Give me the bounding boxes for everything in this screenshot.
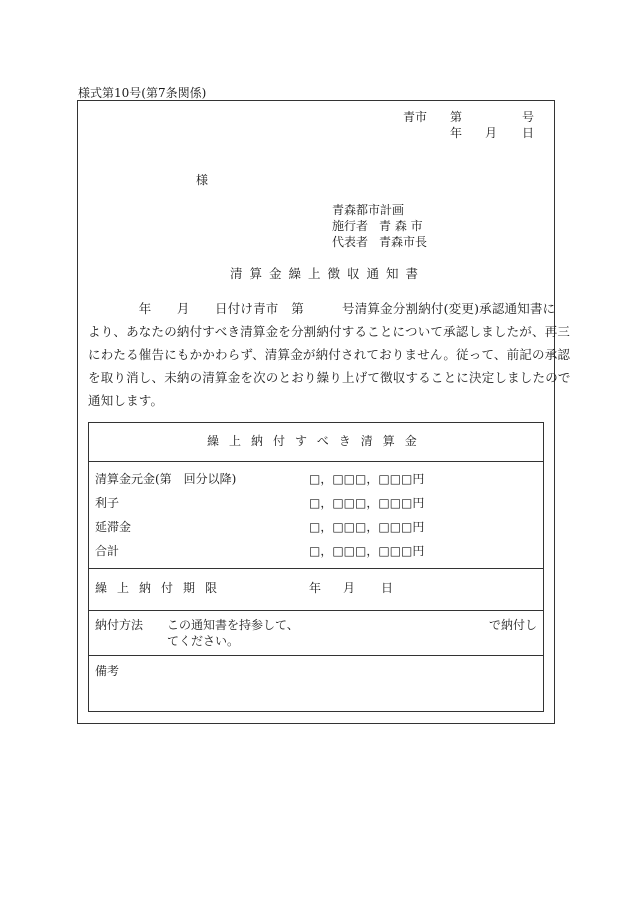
row-interest-amount: □，□□□，□□□円 — [309, 496, 425, 510]
header-go: 号 — [522, 110, 535, 124]
row-latefee-amount: □，□□□，□□□円 — [309, 520, 425, 534]
header-city: 青市 — [403, 110, 428, 124]
remarks-label: 備考 — [95, 664, 120, 678]
body-line: 通知します。 — [88, 393, 164, 408]
body-line: を取り消し、未納の清算金を次のとおり繰り上げて徴収することに決定しましたので — [88, 370, 571, 385]
issuer-line3-value: 青森市長 — [379, 235, 428, 249]
payment-method-text: この通知書を持参して、 — [167, 618, 299, 632]
issuer-line1: 青森都市計画 — [332, 203, 405, 217]
body-line: 年 月 日付け青市 第 号清算金分割納付(変更)承認通知書に — [88, 301, 556, 316]
deadline-label: 繰上納付期限 — [95, 581, 228, 595]
table-header: 繰上納付すべき清算金 — [207, 434, 427, 448]
document-title: 清算金繰上徴収通知書 — [230, 266, 426, 281]
row-total-amount: □，□□□，□□□円 — [309, 544, 425, 558]
deadline-year: 年 — [309, 581, 322, 595]
row-latefee-label: 延滞金 — [95, 520, 132, 534]
body-line: にわたる催告にもかかわらず、清算金が納付されておりません。従って、前記の承認 — [88, 347, 571, 362]
header-day: 日 — [522, 126, 535, 140]
issuer-line2-label: 施行者 — [332, 219, 369, 233]
payment-method-text2: てください。 — [167, 634, 240, 648]
body-line: より、あなたの納付すべき清算金を分割納付することについて承認しましたが、再三 — [88, 324, 571, 339]
row-principal-label: 清算金元金(第 回分以降) — [95, 472, 237, 486]
addressee-suffix: 様 — [196, 173, 209, 187]
issuer-line3-label: 代表者 — [332, 235, 369, 249]
header-dai: 第 — [450, 110, 463, 124]
payment-method-tail: で納付し — [489, 618, 538, 632]
form-number-label: 様式第10号(第7条関係) — [78, 86, 207, 100]
header-year: 年 — [450, 126, 463, 140]
deadline-day: 日 — [381, 581, 394, 595]
settlement-table — [88, 422, 544, 712]
deadline-month: 月 — [343, 581, 356, 595]
table-divider — [89, 461, 543, 462]
table-divider — [89, 610, 543, 611]
row-principal-amount: □，□□□，□□□円 — [309, 472, 425, 486]
payment-method-label: 納付方法 — [95, 618, 144, 632]
header-month: 月 — [485, 126, 498, 140]
table-divider — [89, 568, 543, 569]
body-paragraph — [88, 297, 571, 412]
issuer-line2-value: 青 森 市 — [379, 219, 423, 233]
table-divider — [89, 655, 543, 656]
row-total-label: 合計 — [95, 544, 120, 558]
row-interest-label: 利子 — [95, 496, 120, 510]
